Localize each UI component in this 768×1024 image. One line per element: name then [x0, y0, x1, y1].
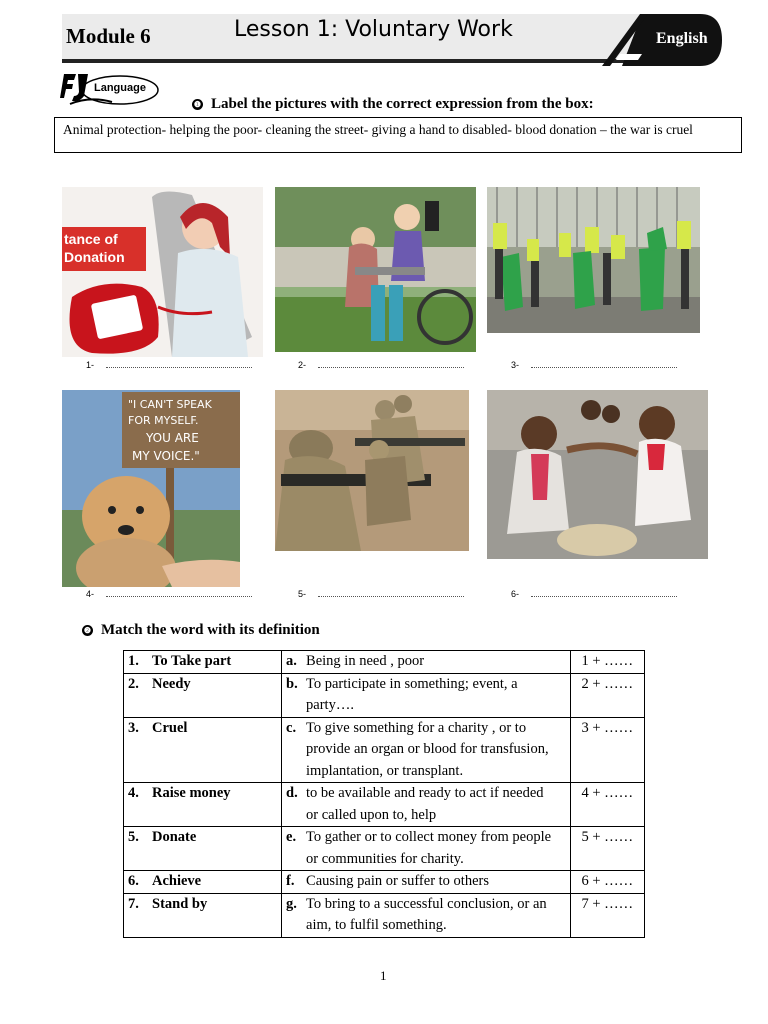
page-header: [62, 14, 720, 64]
definition-text: Causing pain or suffer to others: [306, 873, 489, 889]
definition-cell: [282, 871, 571, 894]
definition-text: To gather or to collect money from people or communities for charity.: [306, 829, 552, 867]
definition-cell: [282, 783, 571, 827]
definition-cell: [282, 717, 571, 783]
definition-letter: g.: [286, 895, 297, 912]
label-number: 4-: [86, 589, 95, 599]
answer-line[interactable]: [106, 590, 252, 597]
word-cell: [124, 871, 282, 894]
definition-letter: b.: [286, 675, 298, 692]
table-row: [124, 871, 645, 894]
logo-text: Language: [94, 82, 146, 94]
table-row: [124, 827, 645, 871]
picture-disabled-help: [275, 187, 476, 352]
label-number: 2-: [298, 360, 307, 370]
module-label: Module 6: [66, 24, 151, 48]
word-text: To Take part: [152, 653, 232, 669]
definition-cell: [282, 893, 571, 937]
definition-letter: e.: [286, 829, 297, 845]
word-cell: [124, 673, 282, 717]
cleaning-street-image: [487, 187, 700, 333]
label-blank-6: [511, 589, 677, 599]
blood-donation-image: [62, 187, 263, 357]
exercise2-number-icon: ❷: [83, 626, 92, 636]
answer-line[interactable]: [318, 590, 464, 597]
word-cell: [124, 717, 282, 783]
exercise1-text: Label the pictures with the correct expression from the box:: [211, 96, 594, 112]
label-number: 6-: [511, 589, 520, 599]
definition-text: to be available and ready to act if needed or called upon to, help: [306, 785, 544, 823]
word-cell: [124, 651, 282, 674]
definition-text: Being in need , poor: [306, 653, 425, 669]
picture-blood-donation: [62, 187, 263, 357]
exercise1-instruction: [192, 96, 594, 113]
picture-war: [275, 390, 469, 551]
label-blank-3: [511, 360, 677, 370]
lesson-title: Lesson 1: Voluntary Work: [234, 17, 513, 42]
word-cell: [124, 783, 282, 827]
answer-cell[interactable]: 5 + ……: [570, 827, 644, 871]
match-table: [123, 650, 645, 938]
word-number: 2.: [128, 675, 139, 692]
subject-label: English: [656, 30, 708, 47]
exercise1-number-icon: ❶: [193, 100, 202, 110]
dog-sign-line3: YOU ARE: [146, 431, 199, 445]
label-blank-5: [298, 589, 464, 599]
definition-text: To bring to a successful conclusion, or an aim, to fulfil something.: [306, 895, 547, 933]
table-row: [124, 651, 645, 674]
exercise2-text: Match the word with its definition: [101, 622, 320, 638]
dog-sign-line2: FOR MYSELF.: [128, 414, 199, 427]
word-cell: [124, 827, 282, 871]
dog-sign-line4: MY VOICE.": [132, 449, 200, 463]
definition-letter: d.: [286, 785, 298, 801]
answer-cell[interactable]: 1 + ……: [570, 651, 644, 674]
label-number: 1-: [86, 360, 95, 370]
blood-sign-line1: tance of: [64, 231, 118, 247]
helping-poor-image: [487, 390, 708, 559]
word-text: Needy: [152, 675, 191, 692]
word-text: Achieve: [152, 873, 202, 889]
label-blank-2: [298, 360, 464, 370]
expression-box: Animal protection- helping the poor- cleaning the street- giving a hand to disabled- blood donation – the war is cruel: [54, 117, 742, 153]
word-number: 1.: [128, 653, 139, 669]
dog-sign-line1: "I CAN'T SPEAK: [128, 398, 212, 411]
word-number: 7.: [128, 895, 139, 912]
label-blank-4: [86, 589, 252, 599]
disabled-help-image: [275, 187, 476, 352]
answer-cell[interactable]: 3 + ……: [570, 717, 644, 783]
label-number: 5-: [298, 589, 307, 599]
label-number: 3-: [511, 360, 520, 370]
word-number: 5.: [128, 829, 139, 845]
exercise2-instruction: [82, 622, 320, 639]
word-text: Stand by: [152, 895, 208, 912]
word-number: 6.: [128, 873, 139, 889]
answer-line[interactable]: [318, 361, 464, 368]
label-blank-1: [86, 360, 252, 370]
picture-helping-poor: [487, 390, 708, 559]
word-cell: [124, 893, 282, 937]
definition-letter: a.: [286, 653, 297, 669]
word-text: Cruel: [152, 719, 188, 736]
answer-line[interactable]: [106, 361, 252, 368]
word-text: Donate: [152, 829, 197, 845]
picture-cleaning-street: [487, 187, 700, 333]
answer-line[interactable]: [531, 590, 677, 597]
definition-cell: [282, 827, 571, 871]
war-image: [275, 390, 469, 551]
animal-protection-image: [62, 390, 240, 587]
answer-cell[interactable]: 2 + ……: [570, 673, 644, 717]
word-number: 4.: [128, 785, 139, 801]
blood-sign-line2: Donation: [64, 249, 125, 265]
word-number: 3.: [128, 719, 139, 736]
table-row: [124, 717, 645, 783]
definition-text: To participate in something; event, a party….: [306, 675, 518, 713]
language-logo: [60, 68, 160, 110]
word-text: Raise money: [152, 785, 231, 801]
table-row: [124, 893, 645, 937]
definition-cell: [282, 651, 571, 674]
answer-cell[interactable]: 4 + ……: [570, 783, 644, 827]
definition-letter: f.: [286, 873, 295, 889]
page-number: 1: [380, 968, 387, 983]
table-row: [124, 673, 645, 717]
answer-cell[interactable]: 7 + ……: [570, 893, 644, 937]
definition-cell: [282, 673, 571, 717]
answer-line[interactable]: [531, 361, 677, 368]
definition-text: To give something for a charity , or to provide an organ or blood for transfusion, implantation, or transplant.: [306, 719, 549, 779]
picture-animal-protection: [62, 390, 240, 587]
answer-cell[interactable]: 6 + ……: [570, 871, 644, 894]
definition-letter: c.: [286, 719, 297, 736]
table-row: [124, 783, 645, 827]
